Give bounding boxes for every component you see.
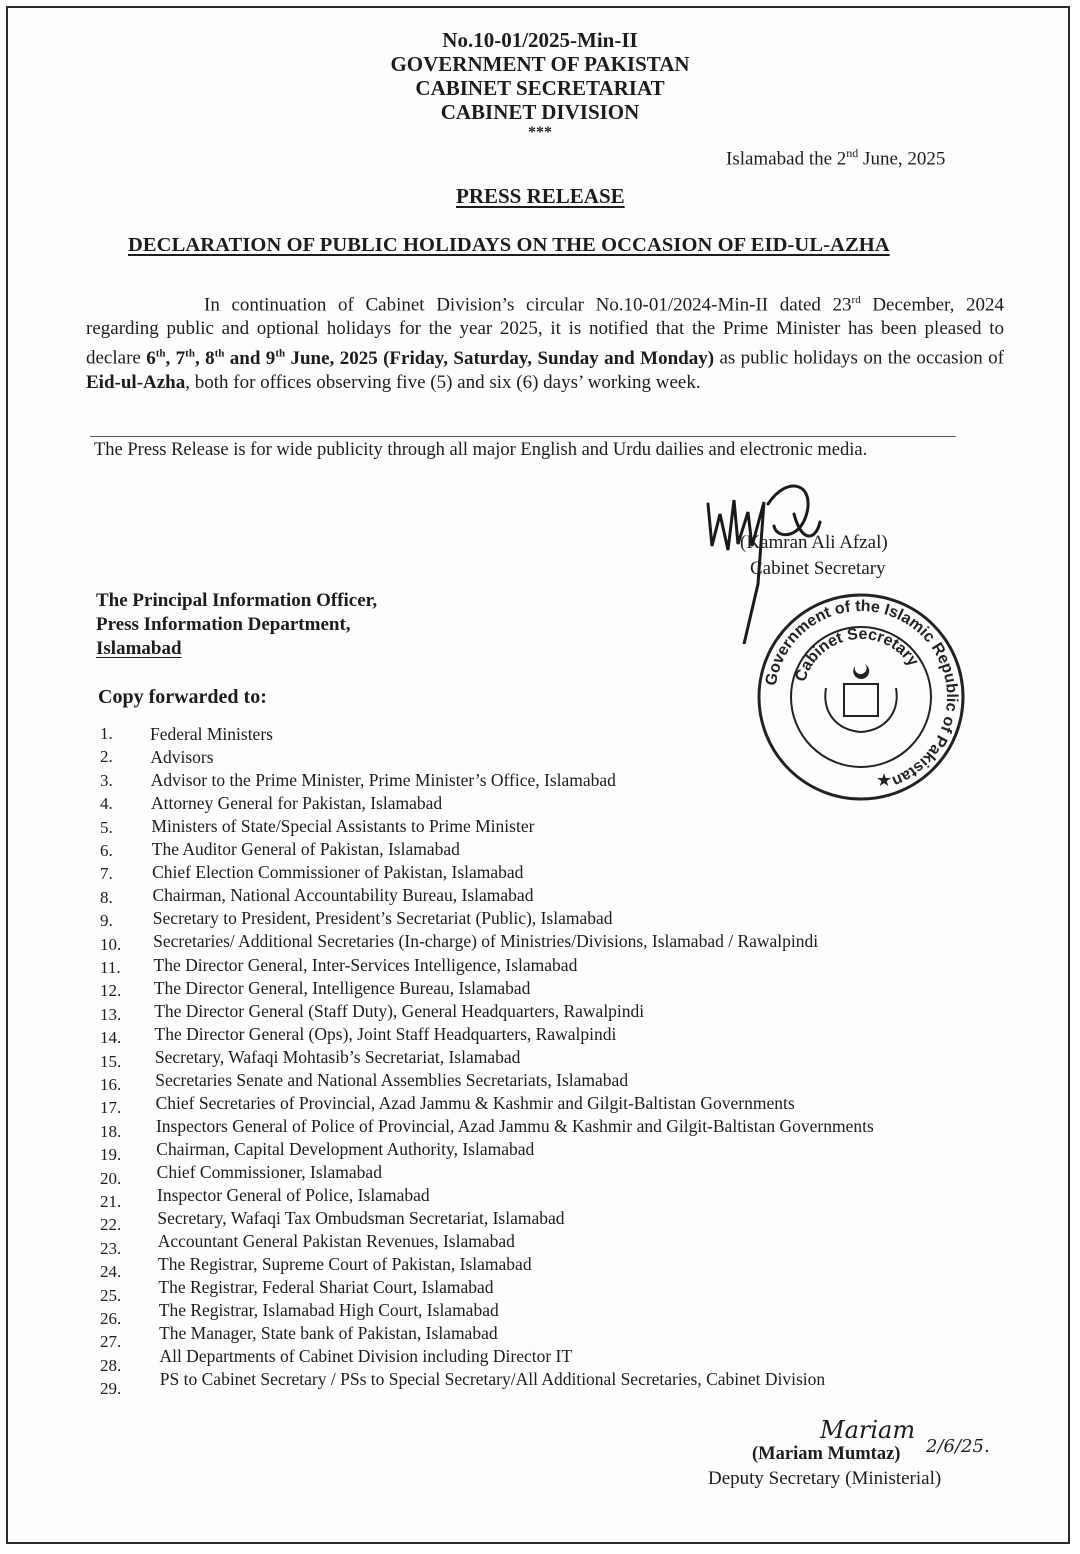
list-item-number: 3. (100, 770, 113, 790)
list-item-text: Chief Commissioner, Islamabad (156, 1161, 382, 1182)
list-item-number: 19. (100, 1145, 122, 1165)
date-9: and 9 (224, 347, 276, 369)
date-suffix: June, 2025 (858, 148, 946, 170)
subject-heading: DECLARATION OF PUBLIC HOLIDAYS ON THE OCCASION OF EID-UL-AZHA (128, 234, 890, 256)
org-line-division: CABINET DIVISION (440, 100, 640, 124)
list-item-text: All Departments of Cabinet Division including Director IT (159, 1346, 573, 1367)
signatory-2-title: Deputy Secretary (Ministerial) (708, 1468, 942, 1489)
addressee-line-2: Press Information Department, (96, 614, 351, 635)
date-6: 6 (146, 347, 156, 369)
list-item-number: 21. (100, 1192, 122, 1211)
list-item-number: 7. (100, 864, 113, 884)
list-item-number: 13. (100, 1004, 122, 1024)
list-item-text: Secretary, Wafaqi Tax Ombudsman Secretariat, Islamabad (157, 1208, 565, 1229)
body-sup-rd: rd (851, 294, 861, 306)
list-item-number: 24. (100, 1262, 122, 1282)
list-item-text: Inspector General of Police, Islamabad (157, 1185, 430, 1205)
date-sup: nd (846, 146, 859, 160)
org-line-government: GOVERNMENT OF PAKISTAN (390, 52, 690, 76)
list-item-text: Chairman, Capital Development Authority, Islamabad (156, 1138, 535, 1159)
body-text-1: In continuation of Cabinet Division’s circular No.10-01/2024-Min-II dated 23 (204, 294, 852, 316)
official-seal-icon (756, 592, 966, 802)
copy-forwarded-heading: Copy forwarded to: (98, 686, 267, 708)
list-item-number: 6. (100, 841, 113, 860)
list-item-text: Secretary to President, President’s Secretariat (Public), Islamabad (152, 908, 613, 929)
dates-tail: June, 2025 (Friday, Saturday, Sunday and Monday) (285, 347, 715, 369)
seal-outer-text: Government of the Islamic Republic of Pakistan (762, 597, 961, 790)
list-item-text: The Auditor General of Pakistan, Islamabad (151, 839, 460, 860)
reference-number: No.10-01/2025-Min-II (442, 28, 638, 52)
list-item-number: 22. (100, 1215, 122, 1235)
list-item-text: Advisor to the Prime Minister, Prime Minister’s Office, Islamabad (150, 770, 616, 791)
list-item-number: 15. (100, 1051, 122, 1071)
date-8: , 8 (194, 347, 215, 369)
list-item-number: 2. (100, 747, 113, 767)
addressee-line-1: The Principal Information Officer, (96, 590, 378, 611)
list-item-number: 4. (100, 794, 113, 814)
seal-inner-text: Cabinet Secretary (792, 625, 922, 684)
list-item-text: The Director General, Intelligence Bureau, Islamabad (153, 977, 531, 998)
list-item-text: Secretary, Wafaqi Mohtasib’s Secretariat, Islamabad (154, 1046, 521, 1067)
list-item-text: The Director General (Staff Duty), General Headquarters, Rawalpindi (154, 1000, 645, 1021)
signatory-1-title: Cabinet Secretary (750, 558, 886, 579)
list-item-number: 20. (100, 1168, 122, 1188)
sup-th-3: th (214, 347, 225, 360)
body-paragraph (86, 288, 1004, 395)
signatory-2-name: (Mariam Mumtaz) (752, 1444, 901, 1464)
document-page (6, 6, 1070, 1544)
list-item-text: The Registrar, Islamabad High Court, Islamabad (158, 1300, 499, 1321)
date-7: , 7 (165, 347, 186, 369)
handwritten-date: 2/6/25. (926, 1436, 990, 1457)
list-item-text: Secretaries/ Additional Secretaries (In-charge) of Ministries/Divisions, Islamabad / Rawalpindi (153, 931, 819, 952)
signatory-1-name: (Kamran Ali Afzal) (740, 532, 888, 553)
list-item-text: Chief Election Commissioner of Pakistan, Islamabad (152, 862, 524, 883)
list-item-number: 28. (100, 1355, 122, 1375)
list-item-number: 9. (100, 911, 113, 931)
list-item-number: 25. (100, 1285, 122, 1305)
date-line (726, 146, 945, 170)
list-item-number: 5. (100, 817, 113, 837)
list-item-number: 10. (100, 934, 122, 954)
list-item-text: The Director General (Ops), Joint Staff Headquarters, Rawalpindi (154, 1023, 617, 1044)
separator-stars: *** (528, 124, 552, 141)
list-item-number: 29. (100, 1379, 122, 1399)
svg-text:★: ★ (876, 770, 893, 791)
list-item-number: 11. (100, 958, 121, 977)
eid-name: Eid-ul-Azha (86, 371, 186, 393)
list-item-number: 17. (100, 1098, 122, 1118)
list-item-number: 14. (100, 1028, 122, 1048)
body-text-3: as public holidays on the occasion of (714, 347, 1005, 369)
press-release-heading: PRESS RELEASE (456, 184, 625, 208)
list-item-text: Chief Secretaries of Provincial, Azad Jammu & Kashmir and Gilgit-Baltistan Governments (155, 1092, 795, 1113)
list-item-text: Federal Ministers (150, 724, 273, 744)
divider-line (90, 436, 956, 437)
list-item-number: 8. (100, 887, 113, 907)
list-item-text: Ministers of State/Special Assistants to Prime Minister (151, 816, 535, 837)
list-item-text: The Director General, Inter-Services Intelligence, Islamabad (153, 954, 578, 975)
list-item-text: Accountant General Pakistan Revenues, Islamabad (157, 1231, 515, 1252)
sup-th-2: th (185, 347, 195, 360)
sup-th-1: th (155, 347, 166, 360)
body-text-2: December, 2024 regarding public and optional holidays for the year 2025, it is notified that the Prime Minister has been pleased to declare (86, 294, 1004, 369)
list-item-text: Attorney General for Pakistan, Islamabad (151, 793, 443, 814)
handwritten-initials: Mariam (820, 1416, 916, 1444)
list-item-text: The Registrar, Federal Shariat Court, Islamabad (158, 1277, 494, 1298)
list-item-number: 16. (100, 1075, 122, 1094)
holiday-dates (146, 348, 714, 369)
publicity-note: The Press Release is for wide publicity through all major English and Urdu dailies and electronic media. (94, 440, 868, 460)
list-item-text: Secretaries Senate and National Assemblies Secretariats, Islamabad (155, 1069, 629, 1090)
list-item-text: Advisors (150, 747, 214, 768)
body-text-4: , both for offices observing five (5) and six (6) days’ working week. (185, 371, 701, 393)
list-item-number: 18. (100, 1121, 122, 1141)
list-item-number: 1. (100, 724, 113, 743)
list-item-number: 26. (100, 1309, 122, 1328)
list-item-text: The Manager, State bank of Pakistan, Islamabad (159, 1323, 498, 1344)
org-line-secretariat: CABINET SECRETARIAT (415, 76, 665, 100)
list-item-text: Chairman, National Accountability Bureau, Islamabad (152, 885, 534, 906)
list-item-number: 12. (100, 981, 122, 1001)
list-item-number: 23. (100, 1238, 122, 1258)
list-item-text: The Registrar, Supreme Court of Pakistan, Islamabad (158, 1254, 532, 1275)
date-prefix: Islamabad the 2 (726, 148, 847, 170)
sup-th-4: th (275, 347, 286, 360)
list-item-text: PS to Cabinet Secretary / PSs to Special Secretary/All Additional Secretaries, Cabinet Division (159, 1369, 826, 1390)
addressee-line-3: Islamabad (96, 638, 182, 659)
list-item-text: Inspectors General of Police of Provincial, Azad Jammu & Kashmir and Gilgit-Baltistan Governments (155, 1115, 874, 1136)
list-item-number: 27. (100, 1332, 122, 1352)
